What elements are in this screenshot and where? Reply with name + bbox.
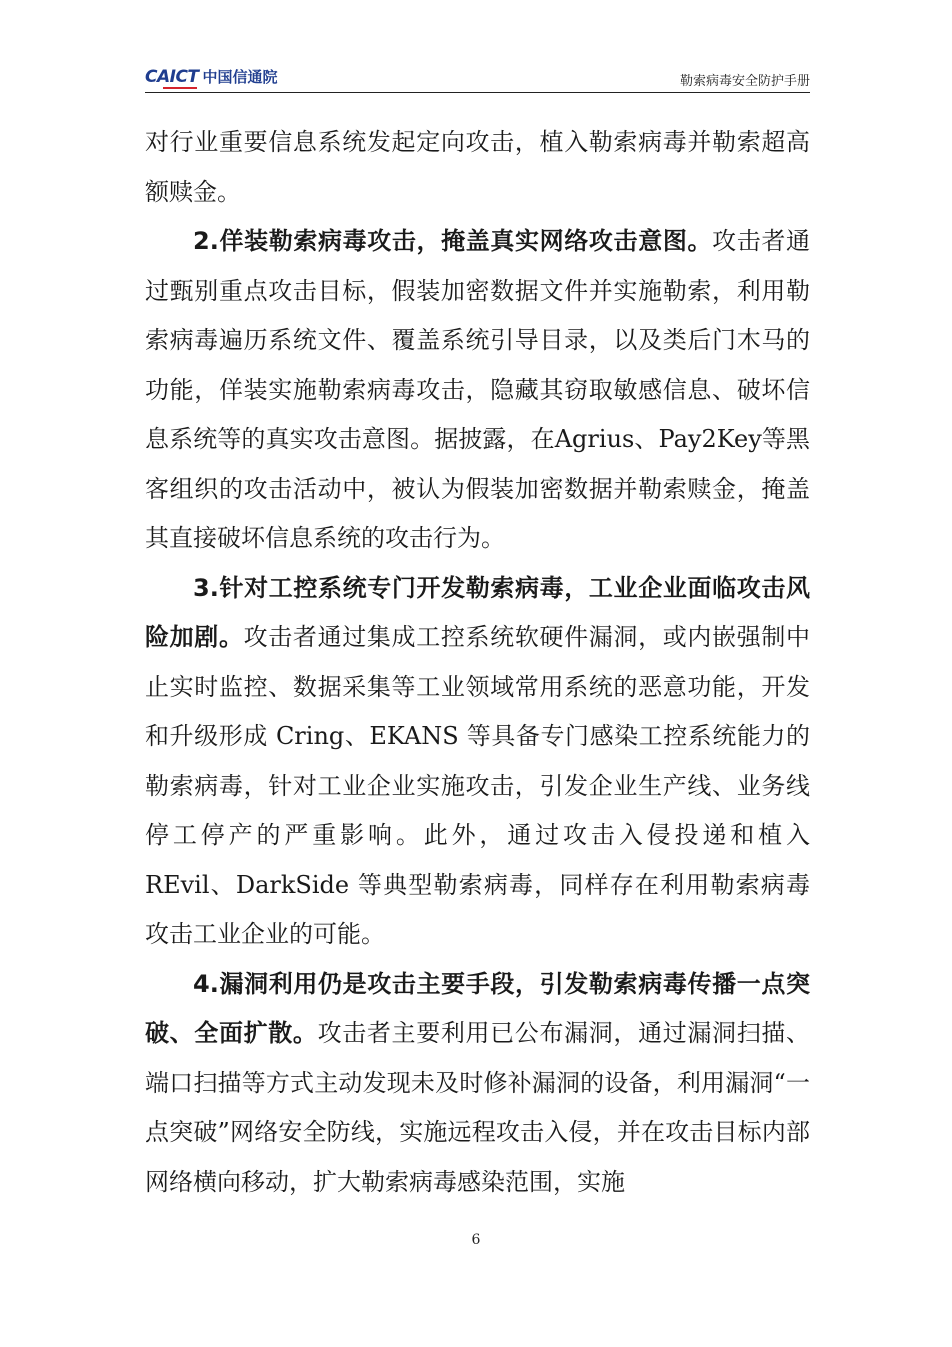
- paragraph-lead: 2.佯装勒索病毒攻击，掩盖真实网络攻击意图。: [193, 227, 713, 255]
- paragraph-body: 对行业重要信息系统发起定向攻击，植入勒索病毒并勒索超高额赎金。: [145, 128, 810, 206]
- paragraph-lead: 3.针对工控系统专门开发勒索病毒，工业企业面临攻击风险加剧。: [145, 573, 810, 651]
- paragraph-lead: 4.漏洞利用仍是攻击主要手段，引发勒索病毒传播一点突破、全面扩散。: [145, 969, 810, 1047]
- paragraph-continuation: [145, 118, 810, 217]
- document-title: 勒索病毒安全防护手册: [679, 74, 810, 89]
- caict-logo: [145, 66, 278, 87]
- paragraph-body: 攻击者主要利用已公布漏洞，通过漏洞扫描、端口扫描等方式主动发现未及时修补漏洞的设备，利用漏洞“一点突破”网络安全防线，实施远程攻击入侵，并在攻击目标内部网络横向移动，扩大勒索病毒感染范围，实施: [145, 1019, 810, 1196]
- page-number: 6: [471, 1232, 481, 1248]
- page-header: [145, 62, 810, 93]
- body-text: [145, 118, 810, 1207]
- paragraph-item-3: [145, 564, 810, 960]
- paragraph-item-2: [145, 217, 810, 564]
- paragraph-body: 攻击者通过集成工控系统软硬件漏洞，或内嵌强制中止实时监控、数据采集等工业领域常用系统的恶意功能，开发和升级形成 Cring、EKANS 等具备专门感染工控系统能力的勒索病毒，针对工业企业实施攻击，引发企业生产线、业务线停工停产的严重影响。此外，通过攻击入侵投递和植入 REvil、DarkSide 等典型勒索病毒，同样存在利用勒索病毒攻击工业企业的可能。: [145, 623, 811, 948]
- logo-chinese-name: 中国信通院: [202, 68, 278, 86]
- logo-mark: CAICT: [145, 67, 199, 87]
- paragraph-item-4: [145, 960, 810, 1208]
- paragraph-body: 攻击者通过甄别重点攻击目标，假装加密数据文件并实施勒索，利用勒索病毒遍历系统文件、覆盖系统引导目录，以及类后门木马的功能，佯装实施勒索病毒攻击，隐藏其窃取敏感信息、破坏信息系统等的真实攻击意图。据披露，在Agrius、Pay2Key等黑客组织的攻击活动中，被认为假装加密数据并勒索赎金，掩盖其直接破坏信息系统的攻击行为。: [145, 227, 810, 552]
